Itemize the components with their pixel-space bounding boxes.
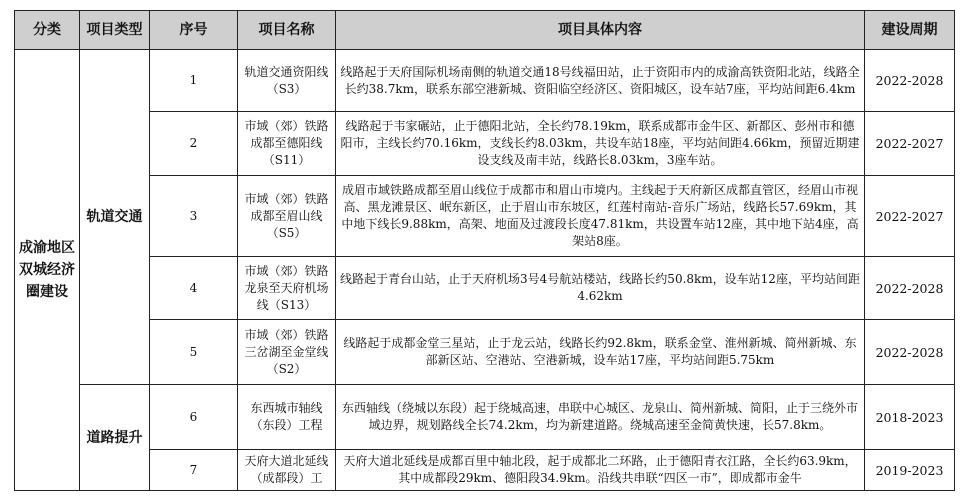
content-cell: 天府大道北延线是成都百里中轴北段，起于成都北二环路，止于德阳青衣江路，全长约63.9km，其中成都段29km、德阳段34.9km。沿线共串联“四区一市”，即成都市金牛 bbox=[336, 450, 865, 491]
period-cell: 2019-2023 bbox=[865, 450, 955, 491]
header-period: 建设周期 bbox=[865, 11, 955, 50]
name-cell: 市域（郊）铁路龙泉至天府机场线（S13） bbox=[238, 257, 336, 320]
seq-cell: 4 bbox=[150, 257, 238, 320]
content-cell: 线路起于青台山站，止于天府机场3号4号航站楼站，线路长约50.8km，设车站12座，平均站间距4.62km bbox=[336, 257, 865, 320]
name-cell: 市域（郊）铁路成都至眉山线（S5） bbox=[238, 176, 336, 257]
header-category: 分类 bbox=[15, 11, 80, 50]
type-cell-road: 道路提升 bbox=[80, 385, 150, 491]
table-row bbox=[15, 320, 955, 385]
table-row bbox=[15, 112, 955, 176]
period-cell: 2022-2028 bbox=[865, 320, 955, 385]
seq-cell: 5 bbox=[150, 320, 238, 385]
period-cell: 2022-2027 bbox=[865, 112, 955, 176]
table-row bbox=[15, 385, 955, 450]
header-project-type: 项目类型 bbox=[80, 11, 150, 50]
content-cell: 东西轴线（绕城以东段）起于绕城高速，串联中心城区、龙泉山、简州新城、简阳，止于三绕外市域边界，规划路线全长74.2km，均为新建道路。绕城高速至金简黄快速，长57.8km。 bbox=[336, 385, 865, 450]
header-row bbox=[15, 11, 955, 50]
project-table bbox=[14, 10, 955, 491]
seq-cell: 2 bbox=[150, 112, 238, 176]
name-cell: 市域（郊）铁路三岔湖至金堂线（S2） bbox=[238, 320, 336, 385]
table-row bbox=[15, 176, 955, 257]
table-row bbox=[15, 50, 955, 112]
content-cell: 线路起于成都金堂三星站，止于龙云站，线路长约92.8km，联系金堂、淮州新城、简州新城、东部新区站、空港站、空港新城，设车站17座，平均站间距5.75km bbox=[336, 320, 865, 385]
seq-cell: 7 bbox=[150, 450, 238, 491]
table-row bbox=[15, 450, 955, 491]
category-cell: 成渝地区双城经济圈建设 bbox=[15, 50, 80, 491]
period-cell: 2022-2028 bbox=[865, 257, 955, 320]
seq-cell: 1 bbox=[150, 50, 238, 112]
name-cell: 市域（郊）铁路成都至德阳线（S11） bbox=[238, 112, 336, 176]
name-cell: 东西城市轴线（东段）工程 bbox=[238, 385, 336, 450]
period-cell: 2022-2028 bbox=[865, 50, 955, 112]
name-cell: 轨道交通资阳线（S3） bbox=[238, 50, 336, 112]
content-cell: 成眉市域铁路成都至眉山线位于成都市和眉山市境内。主线起于天府新区成都直管区，经眉山市视高、黑龙滩景区、岷东新区，止于眉山市东坡区，红莲村南站-音乐广场站，线路长57.69km，其中地下线长9.88km，高架、地面及过渡段长度47.81km，共设置车站12座，其中地下站4座，高架站8座。 bbox=[336, 176, 865, 257]
seq-cell: 6 bbox=[150, 385, 238, 450]
content-cell: 线路起于韦家碾站，止于德阳北站，全长约78.19km，联系成都市金牛区、新都区、彭州市和德阳市，主线长约70.16km，支线长约8.03km，共设车站18座，平均站间距4.66km，预留近期建设支线及南丰站，线路长8.03km，3座车站。 bbox=[336, 112, 865, 176]
header-content: 项目具体内容 bbox=[336, 11, 865, 50]
name-cell: 天府大道北延线（成都段）工 bbox=[238, 450, 336, 491]
header-seq: 序号 bbox=[150, 11, 238, 50]
header-name: 项目名称 bbox=[238, 11, 336, 50]
type-cell-rail: 轨道交通 bbox=[80, 50, 150, 385]
seq-cell: 3 bbox=[150, 176, 238, 257]
table-row bbox=[15, 257, 955, 320]
period-cell: 2018-2023 bbox=[865, 385, 955, 450]
period-cell: 2022-2027 bbox=[865, 176, 955, 257]
content-cell: 线路起于天府国际机场南侧的轨道交通18号线福田站，止于资阳市内的成渝高铁资阳北站，线路全长约38.7km，联系东部空港新城、资阳临空经济区、资阳城区，设车站7座，平均站间距6.4km bbox=[336, 50, 865, 112]
